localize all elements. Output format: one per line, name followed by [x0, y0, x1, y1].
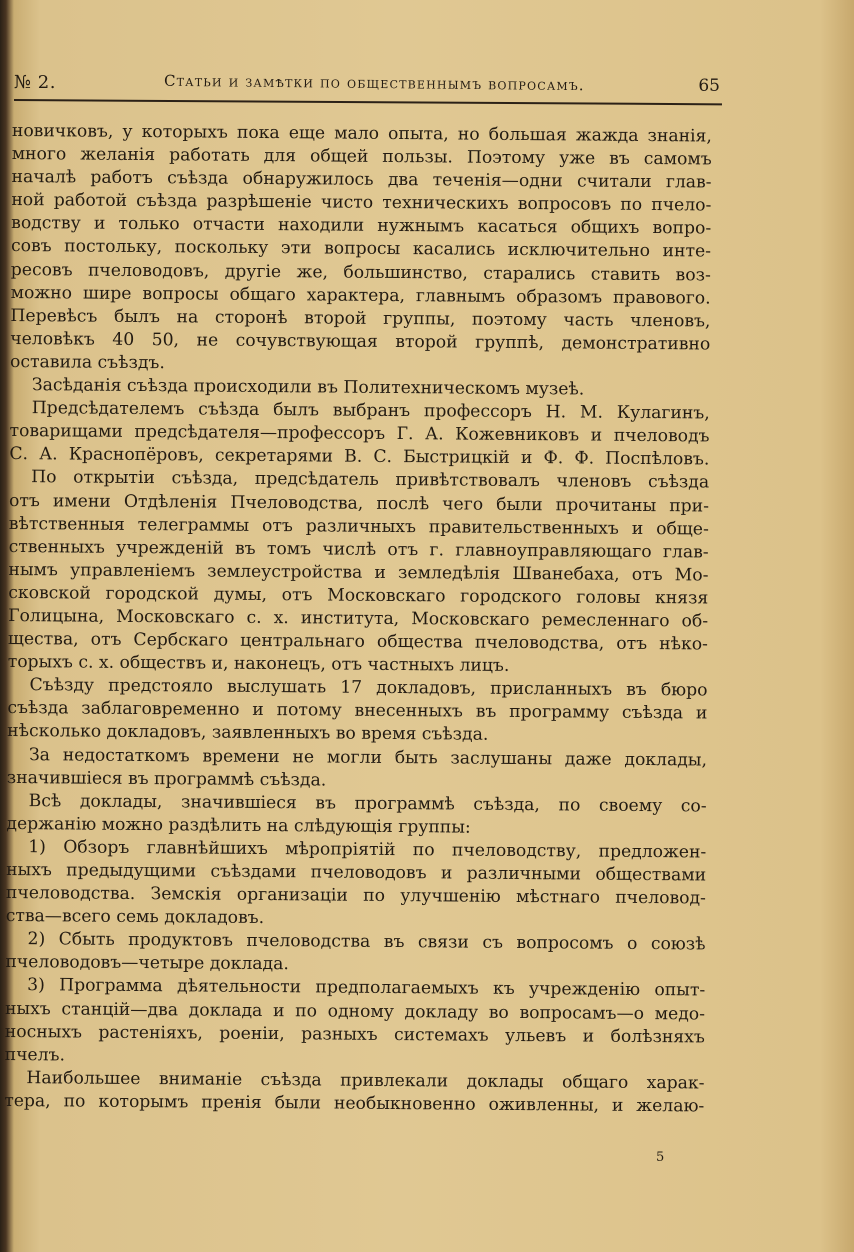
text-line: Засѣданія съѣзда происходили въ Политехническомъ музеѣ. — [31, 375, 585, 400]
text-line: пчеловодства. Земскія организаціи по улучшенію мѣстнаго пчеловод- — [5, 883, 706, 909]
page-number: 65 — [698, 76, 720, 96]
text-line: съѣзда заблаговременно и потому внесенныхъ въ программу съѣзда и — [7, 698, 708, 724]
issue-number: № 2. — [14, 72, 56, 93]
section-title: Статьи и замѣтки по общественнымъ вопросамъ. — [163, 71, 585, 95]
text-line: тера, по которымъ пренія были необыкновенно оживленны, и желаю- — [4, 1090, 705, 1117]
text-line: ства—всего семь докладовъ. — [5, 906, 265, 929]
text-line: Съѣзду предстояло выслушать 17 докладовъ, присланныхъ въ бюро — [29, 675, 708, 701]
text-line: можно шире вопросы общаго характера, главнымъ образомъ правового. — [10, 282, 711, 309]
text-line: оставила съѣздъ. — [10, 351, 165, 374]
text-line: За недостаткомъ времени не могли быть заслушаны даже доклады, — [28, 744, 708, 771]
text-line: товарищами предсѣдателя—профессоръ Г. А. Кожевниковъ и пчеловодъ — [9, 421, 710, 447]
text-line: отъ имени Отдѣленія Пчеловодства, послѣ чего были прочитаны при- — [8, 490, 710, 516]
text-line: 3) Программа дѣятельности предполагаемыхъ къ учрежденію опыт- — [27, 975, 706, 1001]
text-line: ной работой съѣзда разрѣшеніе чисто техническихъ вопросовъ по пчело- — [11, 190, 712, 216]
signature-mark: 5 — [656, 1150, 665, 1165]
text-line: торыхъ с. х. обществъ и, наконецъ, отъ частныхъ лицъ. — [7, 652, 510, 677]
text-line: вѣтственныя телеграммы отъ различныхъ правительственныхъ и обще- — [8, 513, 709, 540]
article-body — [4, 120, 712, 1118]
text-line: Перевѣсъ былъ на сторонѣ второй группы, поэтому часть членовъ, — [10, 305, 711, 332]
text-line: много желанія работать для общей пользы. Поэтому уже въ самомъ — [11, 144, 712, 170]
text-line: ресовъ пчеловодовъ, другіе же, большинство, старались ставить воз- — [10, 259, 711, 286]
text-line: По открытіи съѣзда, предсѣдатель привѣтствовалъ членовъ съѣзда — [31, 467, 710, 493]
text-line: ныхъ станцій—два доклада и по одному докладу во вопросамъ—о медо- — [4, 998, 706, 1025]
text-line: носныхъ растеніяхъ, роеніи, разныхъ системахъ ульевъ и болѣзняхъ — [4, 1021, 705, 1048]
text-line: значившіеся въ программѣ съѣзда. — [6, 767, 327, 791]
text-line: Голицына, Московскаго с. х. института, Московскаго ремесленнаго об- — [8, 605, 709, 632]
text-line: пчелъ. — [4, 1044, 66, 1066]
text-line: Наибольшее вниманіе съѣзда привлекали доклады общаго харак- — [26, 1067, 705, 1094]
running-header — [14, 72, 720, 102]
text-line: 1) Обзоръ главнѣйшихъ мѣропріятій по пчеловодству, предложен- — [28, 837, 707, 863]
text-line: нымъ управленіемъ землеустройства и земледѣлія Шванебаха, отъ Мо- — [8, 559, 709, 586]
text-line: Всѣ доклады, значившіеся въ программѣ съѣзда, по своему со- — [28, 790, 707, 817]
text-line: пчеловодовъ—четыре доклада. — [5, 952, 289, 975]
text-line: водству и только отчасти находили нужнымъ касаться общихъ вопро- — [11, 213, 712, 239]
text-line: держанію можно раздѣлить на слѣдующія группы: — [6, 813, 471, 838]
text-line: С. А. Краснопёровъ, секретарями В. С. Быстрицкій и Ф. Ф. Поспѣловъ. — [9, 444, 710, 470]
text-line: нѣсколько докладовъ, заявленныхъ во время съѣзда. — [7, 721, 489, 746]
text-line: 2) Сбыть продуктовъ пчеловодства въ связи съ вопросомъ о союзѣ — [27, 929, 706, 955]
text-line: сковской городской думы, отъ Московскаго городского головы князя — [8, 582, 709, 609]
text-line: ственныхъ учрежденій въ томъ числѣ отъ г. главноуправляющаго глав- — [8, 536, 709, 563]
text-line: совъ постольку, поскольку эти вопросы касались исключительно инте- — [10, 236, 712, 262]
text-line: ныхъ предыдущими съѣздами пчеловодовъ и различными обществами — [6, 859, 707, 886]
text-line: щества, отъ Сербскаго центральнаго общества пчеловодства, отъ нѣко- — [7, 629, 708, 655]
text-line: Предсѣдателемъ съѣзда былъ выбранъ профессоръ Н. М. Кулагинъ, — [31, 398, 710, 424]
text-line: человѣкъ 40 50, не сочувствующая второй группѣ, демонстративно — [10, 328, 711, 355]
text-line: новичковъ, у которыхъ пока еще мало опыта, но большая жажда знанія, — [11, 120, 712, 147]
text-line: началѣ работъ съѣзда обнаружилось два теченія—одни считали глав- — [11, 167, 712, 193]
